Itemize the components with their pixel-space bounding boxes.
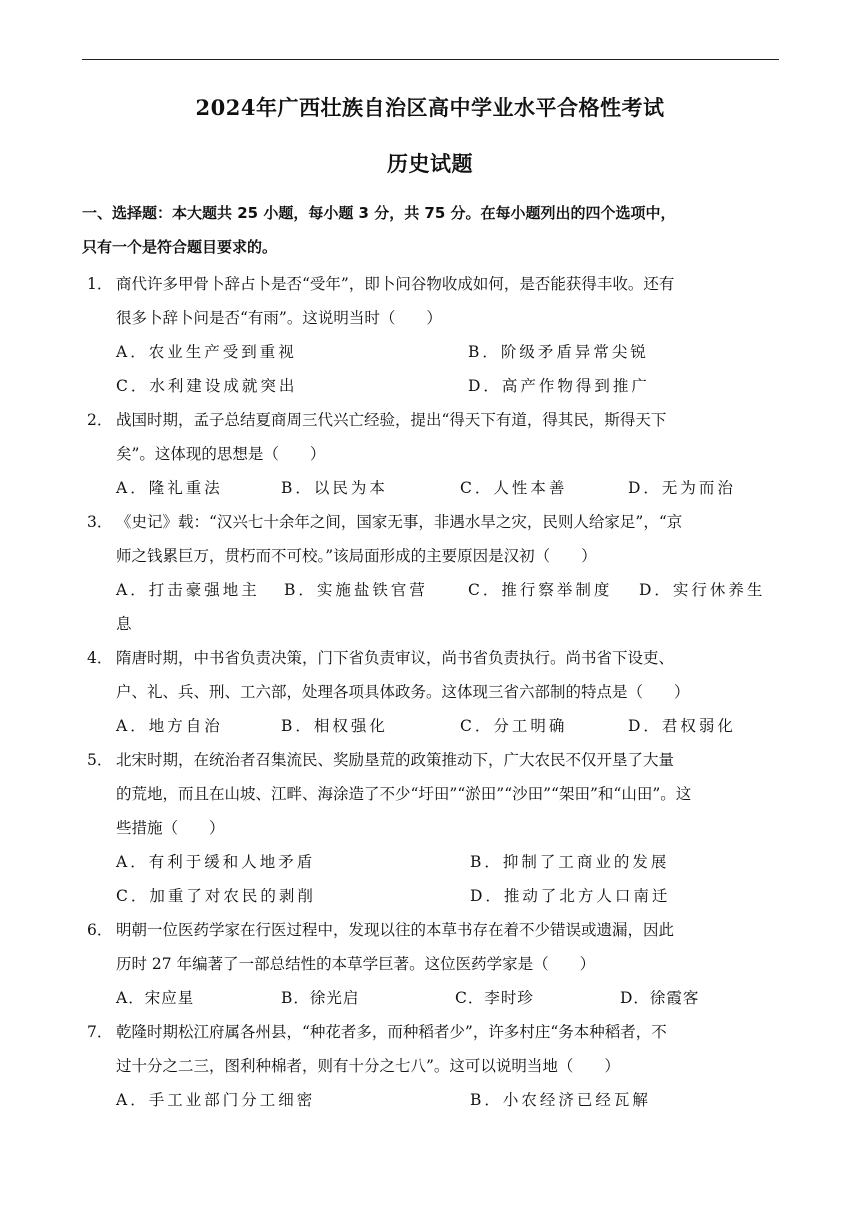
- option-b[interactable]: B．徐光启: [281, 989, 360, 1007]
- option-b[interactable]: B．以民为本: [281, 479, 388, 497]
- question-5: [82, 748, 782, 770]
- exam-title: 2024年广西壮族自治区高中学业水平合格性考试: [195, 95, 665, 120]
- question-7: [82, 1020, 782, 1042]
- header-rule: [82, 59, 779, 60]
- question-1: [82, 272, 782, 294]
- option-b[interactable]: B．相权强化: [281, 717, 388, 735]
- question-text: 《史记》载：“汉兴七十余年之间，国家无事，非遇水旱之灾，民则人给家足”，“京: [116, 513, 683, 531]
- option-a[interactable]: A．农业生产受到重视: [116, 343, 297, 361]
- question-2: [82, 408, 782, 430]
- question-3: [82, 510, 782, 532]
- question-6: [82, 918, 782, 940]
- option-c[interactable]: C．加重了对农民的剥削: [116, 887, 316, 905]
- question-text: 过十分之二三，图利种棉者，则有十分之七八”。这可以说明当地（ ）: [116, 1057, 620, 1075]
- option-b[interactable]: B．抑制了工商业的发展: [470, 853, 670, 871]
- question-text: 的荒地，而且在山坡、江畔、海涂造了不少“圩田”“淤田”“沙田”“架田”和“山田”。这: [116, 785, 692, 803]
- question-text: 商代许多甲骨卜辞占卜是否“受年”，即卜问谷物收成如何，是否能获得丰收。还有: [116, 275, 675, 293]
- option-c[interactable]: C．人性本善: [460, 479, 568, 497]
- question-number: 3．: [87, 513, 113, 531]
- question-number: 6．: [87, 921, 113, 939]
- option-a[interactable]: A．手工业部门分工细密: [116, 1091, 316, 1109]
- question-number: 5．: [87, 751, 113, 769]
- question-text: 很多卜辞卜问是否“有雨”。这说明当时（ ）: [116, 309, 442, 327]
- option-b[interactable]: B．阶级矛盾异常尖锐: [468, 343, 649, 361]
- question-text: 明朝一位医药学家在行医过程中，发现以往的本草书存在着不少错误或遗漏，因此: [116, 921, 675, 939]
- option-a[interactable]: A．打击豪强地主: [116, 581, 260, 599]
- option-b[interactable]: B．小农经济已经瓦解: [470, 1091, 651, 1109]
- section-instruction-line2: 只有一个是符合题目要求的。: [82, 238, 278, 256]
- option-d[interactable]: D．徐霞客: [620, 989, 700, 1007]
- option-d[interactable]: D．无为而治: [628, 479, 736, 497]
- question-text: 些措施（ ）: [116, 819, 225, 837]
- option-d[interactable]: D．君权弱化: [628, 717, 736, 735]
- option-b[interactable]: B．实施盐铁官营: [284, 581, 428, 599]
- option-c[interactable]: C．分工明确: [460, 717, 568, 735]
- question-text: 历时 27 年编著了一部总结性的本草学巨著。这位医药学家是（ ）: [116, 955, 596, 973]
- question-text: 隋唐时期，中书省负责决策，门下省负责审议，尚书省负责执行。尚书省下设吏、: [116, 649, 675, 667]
- option-a[interactable]: A．地方自治: [116, 717, 223, 735]
- option-a[interactable]: A．宋应星: [116, 989, 195, 1007]
- option-d[interactable]: D．推动了北方人口南迁: [470, 887, 671, 905]
- question-number: 4．: [87, 649, 113, 667]
- option-c[interactable]: C．推行察举制度: [468, 581, 613, 599]
- option-c[interactable]: C．李时珍: [455, 989, 534, 1007]
- question-number: 1．: [87, 275, 113, 293]
- question-4: [82, 646, 782, 668]
- option-c[interactable]: C．水利建设成就突出: [116, 377, 298, 395]
- question-text: 户、礼、兵、刑、工六部，处理各项具体政务。这体现三省六部制的特点是（ ）: [116, 683, 690, 701]
- question-text: 乾隆时期松江府属各州县，“种花者多，而种稻者少”，许多村庄“务本种稻者，不: [116, 1023, 667, 1041]
- question-text: 矣”。这体现的思想是（ ）: [116, 445, 326, 463]
- section-instruction-line1: 一、选择题：本大题共 25 小题，每小题 3 分，共 75 分。在每小题列出的四个选项中，: [82, 204, 676, 222]
- option-a[interactable]: A．有利于缓和人地矛盾: [116, 853, 316, 871]
- option-a[interactable]: A．隆礼重法: [116, 479, 223, 497]
- exam-subtitle: 历史试题: [387, 151, 473, 176]
- question-number: 2．: [87, 411, 113, 429]
- question-number: 7．: [87, 1023, 113, 1041]
- option-d[interactable]: D．高产作物得到推广: [468, 377, 650, 395]
- option-d-continuation: 息: [116, 615, 135, 633]
- question-text: 北宋时期，在统治者召集流民、奖励垦荒的政策推动下，广大农民不仅开垦了大量: [116, 751, 675, 769]
- question-text: 战国时期，孟子总结夏商周三代兴亡经验，提出“得天下有道，得其民，斯得天下: [116, 411, 667, 429]
- question-text: 师之钱累巨万，贯朽而不可校。”该局面形成的主要原因是汉初（ ）: [116, 547, 597, 565]
- option-d[interactable]: D．实行休养生: [639, 581, 766, 599]
